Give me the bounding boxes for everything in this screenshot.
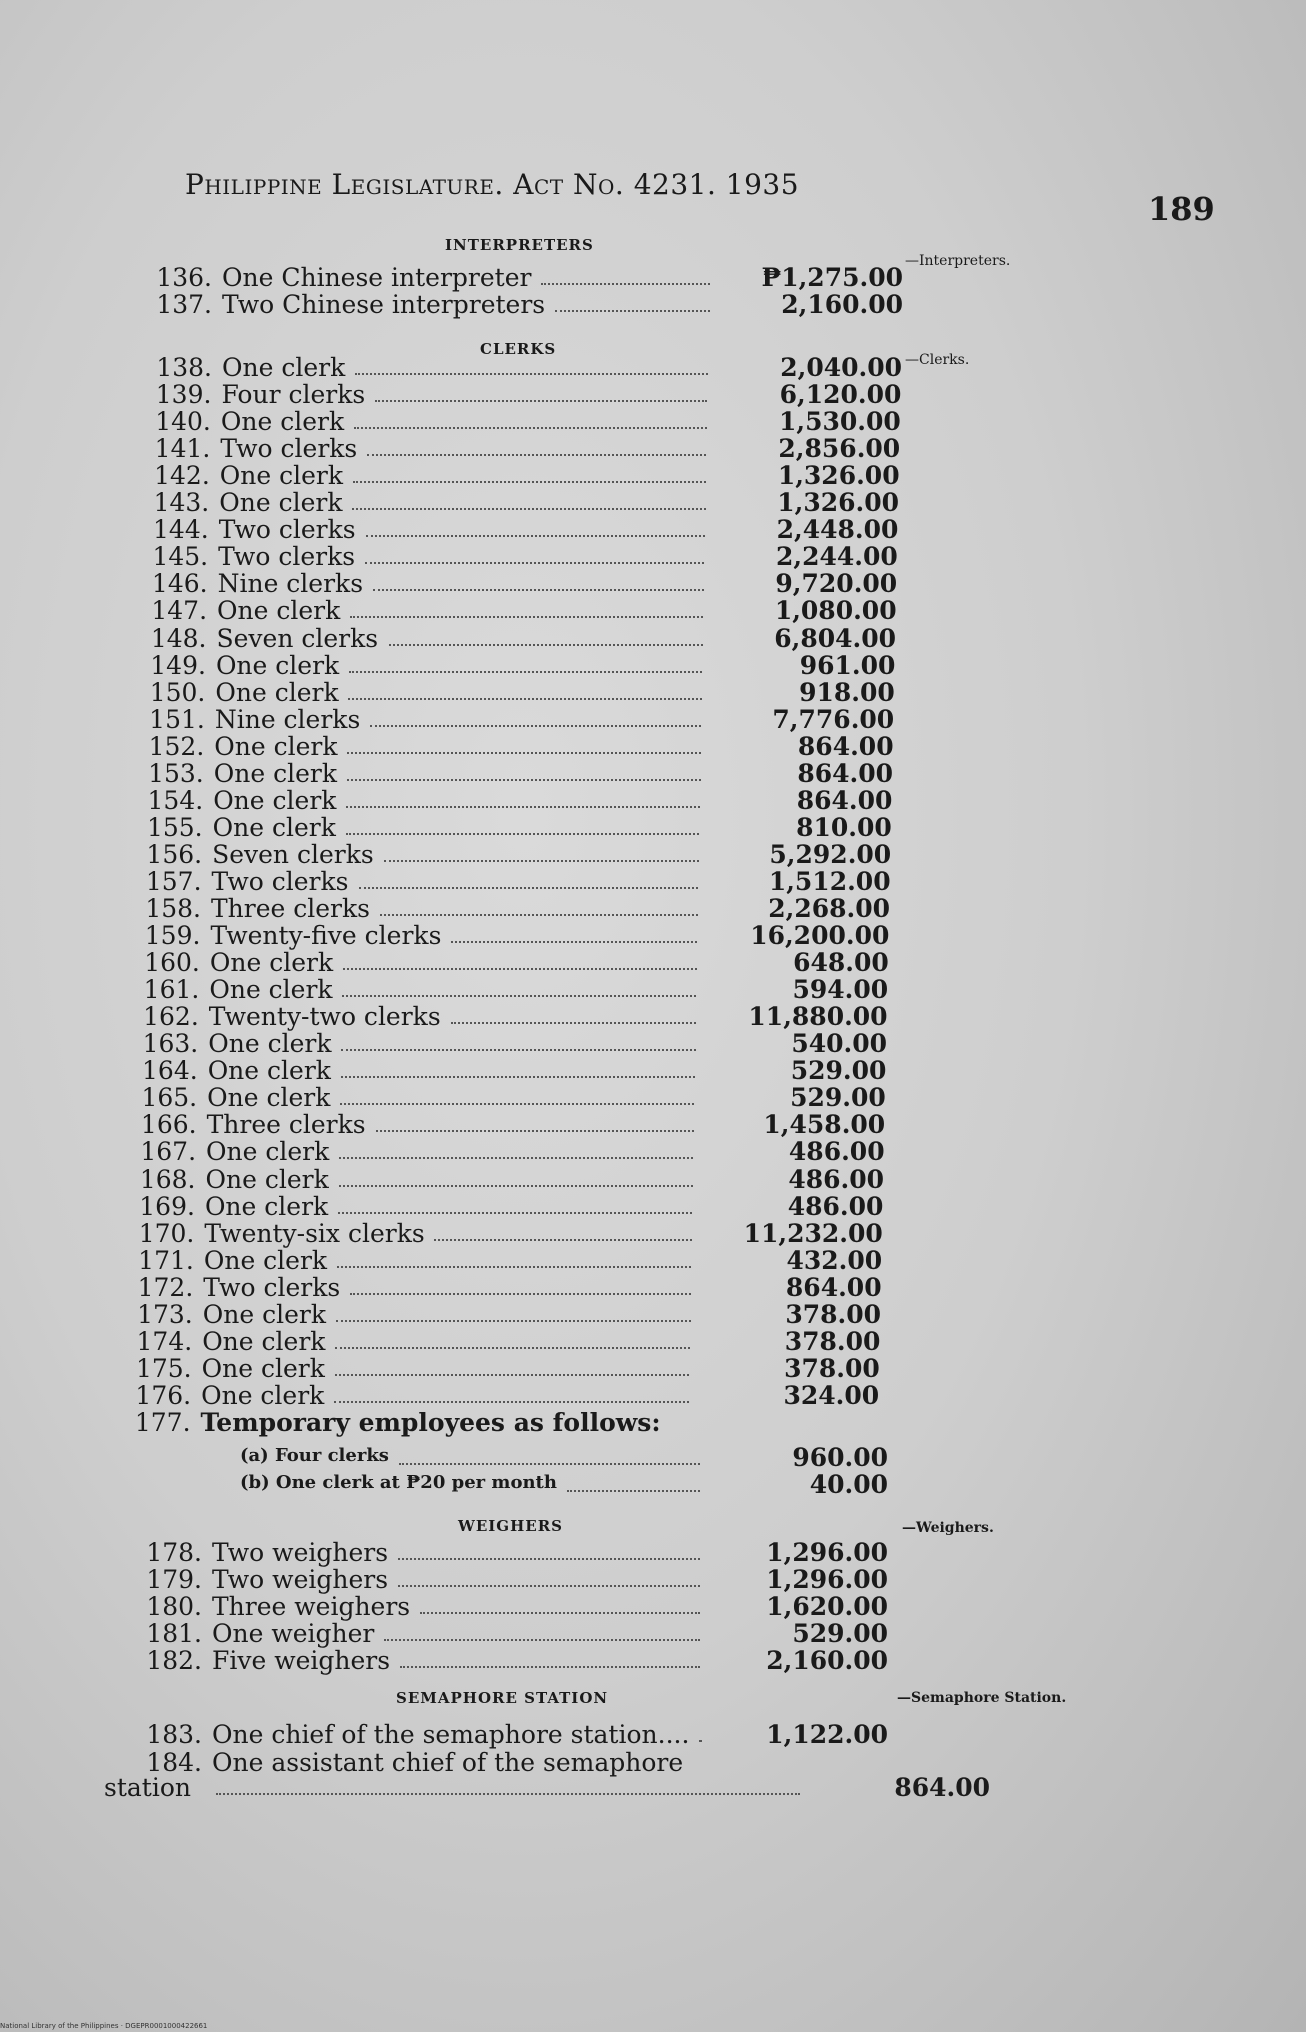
item-amount: 2,268.00 [768,894,890,923]
line-item [145,596,907,626]
line-item [134,1165,895,1192]
item-description: Nine clerks [217,569,364,599]
item-description: One clerk [219,461,344,491]
item-amount: 1,620.00 [766,1592,888,1621]
line-item [149,407,911,437]
item-number: 181. [146,1619,202,1648]
item-description: One clerk [204,1191,329,1221]
line-item [135,1110,896,1140]
leader-dots [398,1558,700,1560]
leader-dots [353,481,706,483]
leader-dots [339,1185,694,1187]
item-amount: 2,448.00 [776,515,899,545]
leader-dots [699,1740,700,1742]
line-item [149,380,911,410]
item-amount: 324.00 [783,1380,880,1410]
item-description: Twenty-five clerks [210,921,442,951]
leader-dots [348,698,702,700]
leader-dots [343,968,697,970]
line-item [129,1408,889,1435]
item-description: One clerk [201,1353,325,1383]
leader-dots [367,454,706,456]
line-item [146,542,908,572]
item-number: 147. [151,596,208,626]
item-number: 138. [156,353,212,382]
item-description: One clerk [209,975,333,1005]
line-item [143,705,904,732]
item-description: One clerk [203,1245,328,1275]
item-amount: 11,232.00 [743,1218,883,1248]
item-amount: 11,880.00 [748,1002,888,1032]
item-amount: 1,512.00 [768,866,891,896]
line-item [150,290,913,317]
item-description: Three weighers [212,1592,411,1621]
item-description: Four clerks [221,380,366,410]
item-amount: 864.00 [785,1272,882,1302]
item-number: 168. [139,1164,196,1194]
line-item [140,1565,898,1592]
item-description: Seven clerks [216,623,379,653]
item-number: 162. [143,1002,199,1032]
item-number: 150. [149,677,206,707]
item-amount: 486.00 [787,1191,884,1221]
margin-note-weighers: —Weighers. [902,1520,994,1536]
leader-dots [384,860,699,862]
leader-dots [420,1612,700,1614]
leader-dots [555,310,710,312]
section-heading-interpreters: INTERPRETERS [445,236,594,254]
line-item [131,1273,891,1300]
leader-dots [359,887,699,889]
item-description: One clerk [213,785,337,815]
item-number: 149. [150,650,206,680]
item-amount: 378.00 [785,1299,881,1329]
leader-dots [338,1212,693,1214]
leader-dots [370,725,702,727]
item-description: One assistant chief of the semaphore [212,1748,684,1777]
leader-dots [335,1374,690,1376]
leader-dots [541,283,710,285]
item-number: 137. [156,290,212,319]
item-number: 157. [145,866,202,896]
item-amount: 810.00 [796,812,892,842]
item-amount: 594.00 [792,975,889,1005]
item-description: One clerk [222,353,346,382]
leader-dots [380,914,698,916]
leader-dots [366,535,705,537]
leader-dots [399,1463,700,1465]
item-description: Two clerks [203,1272,341,1302]
item-amount: 1,326.00 [777,461,900,491]
line-item [130,1354,890,1381]
item-amount: 1,326.00 [777,488,899,518]
item-number: 143. [153,488,210,518]
leader-dots [346,806,700,808]
item-number: 167. [140,1137,197,1167]
item-amount: 864.00 [797,731,894,761]
line-item [138,921,899,951]
margin-note-semaphore: —Semaphore Station. [897,1690,1067,1706]
running-head: Philippine Legislature. Act No. 4231. 1935 [185,168,800,201]
leader-dots [336,1320,691,1322]
item-amount: 40.00 [809,1470,888,1499]
leader-dots [376,1130,694,1132]
item-amount: 648.00 [793,948,889,978]
item-number: 180. [146,1592,202,1621]
item-amount: 6,804.00 [774,623,896,653]
leader-dots [341,1049,695,1051]
line-item [147,515,909,545]
leader-dots [384,1639,700,1641]
item-number: 153. [148,758,204,788]
item-amount: 486.00 [788,1164,884,1194]
line-item [129,1381,889,1408]
line-item [150,353,912,380]
leader-dots [398,1585,700,1587]
line-item [148,434,910,464]
item-number: 151. [149,704,205,734]
item-number: 174. [136,1326,193,1356]
item-amount: 864.00 [796,785,893,815]
leader-dots [350,616,703,618]
footer-credit: National Library of the Philippines · DGEPR0001000422661 [0,2022,208,2030]
item-number: 173. [137,1299,193,1329]
line-item [132,1246,892,1273]
item-description: One clerk [214,731,338,761]
item-description: Temporary employees as follows: [200,1407,661,1437]
item-amount: 1,530.00 [779,407,901,437]
item-amount: 1,080.00 [774,596,897,626]
leader-dots [373,589,704,591]
line-item [140,1592,898,1619]
item-description: One clerk [207,1083,331,1113]
leader-dots [216,1793,800,1795]
item-number: 142. [154,461,210,491]
line-item [134,1137,895,1167]
item-amount: 918.00 [799,677,895,707]
line-item [135,1083,896,1113]
item-description: Twenty-six clerks [204,1218,425,1248]
item-number: 169. [139,1191,195,1221]
item-description: Two clerks [211,866,349,896]
item-amount: 540.00 [791,1029,887,1059]
leader-dots [339,1157,693,1159]
item-number: 139. [155,380,212,410]
item-number: 166. [140,1110,197,1140]
leader-dots [346,833,700,835]
leader-dots [347,779,701,781]
item-number: 172. [137,1272,194,1302]
item-description: Two clerks [218,542,356,572]
temporary-item [240,1443,890,1470]
item-amount: 2,160.00 [781,290,903,319]
item-number: 171. [138,1245,194,1275]
leader-dots [375,400,707,402]
item-description: One clerk [206,1137,330,1167]
temporary-label: (b) One clerk at ₱20 per month [240,1472,557,1493]
leader-dots [354,427,707,429]
line-item [139,894,900,921]
item-number: 156. [146,839,203,869]
item-number: 155. [146,812,203,842]
line-item [131,1300,891,1327]
item-description: Two weighers [212,1565,389,1594]
item-number: 184. [146,1748,202,1777]
item-number: 183. [146,1720,202,1749]
line-item [150,263,913,290]
line-item [146,569,908,599]
item-amount: 486.00 [788,1137,885,1167]
item-description: One clerk [205,1164,329,1194]
item-amount: 529.00 [790,1056,887,1086]
item-description: Two Chinese interpreters [222,290,546,319]
continuation-text: station [104,1773,191,1802]
leader-dots [400,1666,700,1668]
line-item [145,624,907,651]
leader-dots [350,1293,691,1295]
item-amount: 529.00 [792,1619,888,1648]
item-number: 154. [147,785,204,815]
item-number: 136. [156,263,212,292]
item-amount: 16,200.00 [750,921,890,951]
item-description: One clerk [209,948,334,978]
item-number: 165. [141,1083,198,1113]
item-description: One clerk [201,1380,325,1410]
item-number: 140. [155,407,211,437]
item-description: One clerk [202,1299,326,1329]
line-item [148,461,910,491]
line-item [132,1219,892,1246]
leader-dots [434,1239,692,1241]
leader-dots [347,752,701,754]
item-amount: 1,296.00 [766,1538,888,1567]
leader-dots [567,1490,700,1492]
item-description: One clerk [215,677,339,707]
item-amount: 1,122.00 [766,1720,888,1749]
margin-note-interpreters: —Interpreters. [905,253,1011,269]
leader-dots [337,1266,692,1268]
item-description: Three clerks [211,894,370,923]
item-amount: 529.00 [790,1083,886,1113]
line-item [143,678,904,705]
leader-dots [349,671,703,673]
item-amount: 864.00 [797,758,893,788]
line-item [147,488,909,518]
leader-dots [334,1401,689,1403]
item-amount: 960.00 [792,1443,888,1472]
item-description: Five weighers [212,1646,391,1675]
leader-dots [355,373,708,375]
item-amount: 5,292.00 [769,839,892,869]
item-number: 159. [144,921,201,951]
item-amount: 864.00 [894,1773,990,1802]
item-amount: 2,856.00 [778,434,901,464]
item-number: 141. [154,434,211,464]
leader-dots [352,508,705,510]
item-amount: 7,776.00 [772,704,895,734]
line-item [142,732,903,759]
item-description: One weigher [212,1619,375,1648]
line-item [136,1029,897,1059]
semaphore-continuation [104,1773,990,1803]
section-heading-clerks: CLERKS [480,340,557,358]
item-description: Two weighers [212,1538,389,1567]
item-number: 160. [144,948,200,978]
item-number: 182. [146,1646,202,1675]
item-number: 146. [151,569,208,599]
item-amount: ₱1,275.00 [761,263,903,292]
line-item [136,1056,897,1086]
leader-dots [335,1347,690,1349]
leader-dots [365,562,704,564]
line-item [140,1748,898,1775]
item-amount: 2,160.00 [766,1646,888,1675]
item-description: One clerk [215,650,340,680]
item-number: 175. [135,1353,192,1383]
item-amount: 432.00 [786,1245,883,1275]
page-number: 189 [1148,190,1215,228]
item-number: 158. [145,894,201,923]
item-description: Two clerks [218,515,356,545]
margin-note-clerks: —Clerks. [905,352,970,368]
item-amount: 961.00 [799,650,896,680]
item-amount: 1,458.00 [763,1110,886,1140]
item-description: Seven clerks [212,839,374,869]
leader-dots [451,941,697,943]
item-description: Three clerks [206,1110,366,1140]
line-item [140,1619,898,1646]
item-description: One clerk [208,1029,332,1059]
line-item [140,867,901,894]
leader-dots [451,1022,696,1024]
line-item [140,1538,898,1565]
item-number: 177. [134,1407,191,1437]
leader-dots [342,995,696,997]
item-description: One clerk [213,758,337,788]
leader-dots [340,1103,694,1105]
item-description: Nine clerks [214,704,361,734]
section-heading-semaphore: SEMAPHORE STATION [396,1689,609,1707]
item-description: One clerk [220,407,345,437]
line-item [141,786,902,813]
item-number: 170. [138,1218,195,1248]
item-number: 144. [153,515,209,545]
line-item [140,840,901,867]
item-description: One clerk [219,488,343,518]
item-number: 163. [142,1029,199,1059]
line-item [140,1646,898,1673]
item-amount: 9,720.00 [775,569,898,599]
item-description: Twenty-two clerks [208,1002,441,1032]
item-amount: 6,120.00 [779,380,902,410]
line-item [141,813,902,840]
line-item [133,1192,893,1219]
item-description: One clerk [212,812,336,842]
item-number: 176. [135,1380,192,1410]
item-amount: 2,244.00 [776,542,898,572]
leader-dots [341,1076,695,1078]
item-amount: 378.00 [784,1326,881,1356]
item-number: 164. [142,1056,198,1086]
item-number: 152. [148,731,205,761]
item-description: One clerk [207,1056,331,1086]
item-description: One chief of the semaphore station.... [212,1720,690,1749]
item-number: 178. [146,1538,202,1567]
line-item [140,1720,898,1747]
temporary-item [240,1470,890,1497]
item-description: One Chinese interpreter [222,263,532,292]
item-description: Two clerks [220,434,358,464]
line-item [137,1002,898,1032]
line-item [144,651,905,678]
line-item [142,759,903,786]
section-heading-weighers: WEIGHERS [458,1517,564,1535]
line-item [138,948,899,978]
line-item [130,1327,890,1354]
item-number: 145. [152,542,209,572]
item-number: 179. [146,1565,202,1594]
item-amount: 1,296.00 [766,1565,888,1594]
item-description: One clerk [217,596,341,626]
item-description: One clerk [202,1326,326,1356]
item-amount: 2,040.00 [780,353,902,382]
line-item [137,975,898,1005]
temporary-label: (a) Four clerks [240,1445,389,1466]
item-number: 148. [150,623,207,653]
item-amount: 378.00 [784,1353,880,1383]
leader-dots [389,644,704,646]
item-number: 161. [143,975,200,1005]
